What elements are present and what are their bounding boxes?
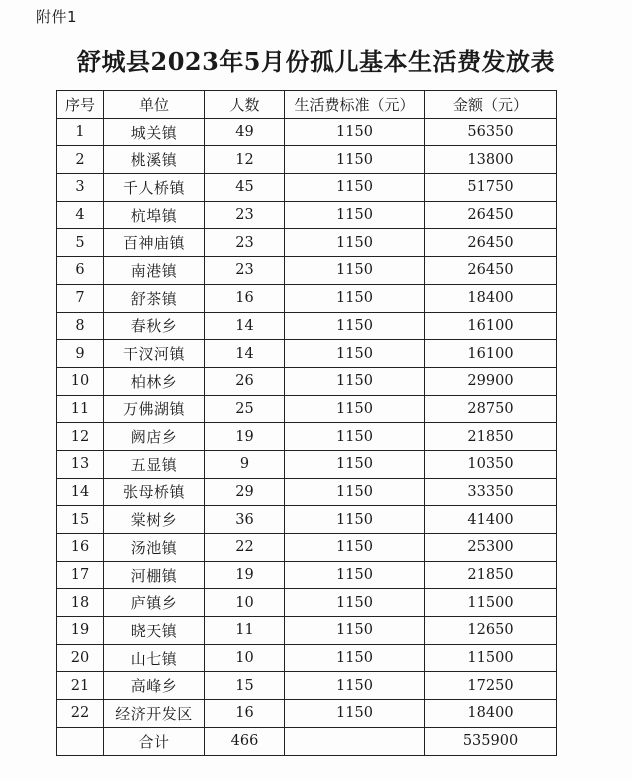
table-row: [57, 312, 557, 340]
cell-unit: 柏林乡: [104, 367, 205, 395]
cell-seq: 17: [57, 561, 104, 589]
table-row: [57, 478, 557, 506]
table-row: [57, 284, 557, 312]
cell-count: 23: [205, 229, 285, 257]
table-total-row: [57, 727, 557, 755]
cell-unit: 阙店乡: [104, 423, 205, 451]
table-row: [57, 506, 557, 534]
cell-count: 49: [205, 118, 285, 146]
cell-standard: 1150: [285, 478, 425, 506]
cell-unit: 南港镇: [104, 257, 205, 285]
cell-seq: 9: [57, 340, 104, 368]
cell-standard: 1150: [285, 561, 425, 589]
cell-amount: 18400: [425, 284, 557, 312]
cell-seq: 2: [57, 146, 104, 174]
cell-count: 19: [205, 423, 285, 451]
cell-amount: 56350: [425, 118, 557, 146]
table-row: [57, 700, 557, 728]
cell-count: 16: [205, 284, 285, 312]
cell-count: 25: [205, 395, 285, 423]
table-row: [57, 201, 557, 229]
cell-amount: 41400: [425, 506, 557, 534]
cell-unit: 汤池镇: [104, 534, 205, 562]
cell-unit: 经济开发区: [104, 700, 205, 728]
table-header-row: [57, 91, 557, 119]
cell-count: 15: [205, 672, 285, 700]
cell-seq: 22: [57, 700, 104, 728]
table-row: [57, 174, 557, 202]
table-row: [57, 589, 557, 617]
cell-seq: 12: [57, 423, 104, 451]
table-row: [57, 395, 557, 423]
cell-unit: 桃溪镇: [104, 146, 205, 174]
cell-standard: 1150: [285, 284, 425, 312]
cell-standard: 1150: [285, 506, 425, 534]
cell-standard: 1150: [285, 201, 425, 229]
cell-unit: 庐镇乡: [104, 589, 205, 617]
cell-seq: 5: [57, 229, 104, 257]
cell-seq: 10: [57, 367, 104, 395]
table-row: [57, 229, 557, 257]
table-row: [57, 450, 557, 478]
cell-count: 23: [205, 201, 285, 229]
cell-standard: 1150: [285, 423, 425, 451]
cell-seq: 21: [57, 672, 104, 700]
cell-standard: 1150: [285, 644, 425, 672]
cell-seq: 14: [57, 478, 104, 506]
cell-seq: 6: [57, 257, 104, 285]
cell-standard: 1150: [285, 257, 425, 285]
cell-count: 14: [205, 340, 285, 368]
cell-count: 16: [205, 700, 285, 728]
cell-seq: 11: [57, 395, 104, 423]
cell-amount: 26450: [425, 229, 557, 257]
cell-count: 10: [205, 589, 285, 617]
cell-seq: 8: [57, 312, 104, 340]
cell-unit: 万佛湖镇: [104, 395, 205, 423]
cell-count: 10: [205, 644, 285, 672]
cell-unit: 干汊河镇: [104, 340, 205, 368]
cell-unit: 高峰乡: [104, 672, 205, 700]
cell-count: 19: [205, 561, 285, 589]
table-row: [57, 118, 557, 146]
table-body: [57, 118, 557, 755]
cell-amount: 18400: [425, 700, 557, 728]
cell-amount: 21850: [425, 423, 557, 451]
cell-seq: 7: [57, 284, 104, 312]
table-row: [57, 561, 557, 589]
cell-unit: 春秋乡: [104, 312, 205, 340]
total-seq: [57, 727, 104, 755]
cell-unit: 百神庙镇: [104, 229, 205, 257]
cell-standard: 1150: [285, 450, 425, 478]
cell-amount: 17250: [425, 672, 557, 700]
document-title: 舒城县2023年5月份孤儿基本生活费发放表: [77, 47, 555, 76]
cell-seq: 16: [57, 534, 104, 562]
cell-amount: 12650: [425, 617, 557, 645]
cell-amount: 51750: [425, 174, 557, 202]
cell-amount: 25300: [425, 534, 557, 562]
header-amount: 金额（元）: [425, 91, 557, 119]
header-seq: 序号: [57, 91, 104, 119]
header-unit: 单位: [104, 91, 205, 119]
cell-count: 45: [205, 174, 285, 202]
cell-seq: 15: [57, 506, 104, 534]
cell-count: 26: [205, 367, 285, 395]
cell-amount: 10350: [425, 450, 557, 478]
cell-amount: 13800: [425, 146, 557, 174]
cell-standard: 1150: [285, 700, 425, 728]
cell-seq: 13: [57, 450, 104, 478]
cell-seq: 18: [57, 589, 104, 617]
allowance-table: [56, 90, 557, 756]
cell-standard: 1150: [285, 534, 425, 562]
cell-amount: 11500: [425, 644, 557, 672]
cell-seq: 3: [57, 174, 104, 202]
cell-amount: 26450: [425, 257, 557, 285]
cell-seq: 20: [57, 644, 104, 672]
cell-unit: 河棚镇: [104, 561, 205, 589]
total-count: 466: [205, 727, 285, 755]
cell-amount: 11500: [425, 589, 557, 617]
cell-amount: 33350: [425, 478, 557, 506]
cell-amount: 28750: [425, 395, 557, 423]
cell-unit: 杭埠镇: [104, 201, 205, 229]
cell-count: 23: [205, 257, 285, 285]
table-row: [57, 534, 557, 562]
cell-unit: 五显镇: [104, 450, 205, 478]
header-count: 人数: [205, 91, 285, 119]
cell-unit: 城关镇: [104, 118, 205, 146]
cell-amount: 21850: [425, 561, 557, 589]
cell-standard: 1150: [285, 146, 425, 174]
cell-standard: 1150: [285, 340, 425, 368]
cell-amount: 16100: [425, 312, 557, 340]
cell-unit: 山七镇: [104, 644, 205, 672]
cell-count: 29: [205, 478, 285, 506]
cell-count: 12: [205, 146, 285, 174]
total-standard: [285, 727, 425, 755]
cell-amount: 16100: [425, 340, 557, 368]
cell-standard: 1150: [285, 312, 425, 340]
cell-seq: 4: [57, 201, 104, 229]
cell-unit: 棠树乡: [104, 506, 205, 534]
table-row: [57, 340, 557, 368]
table-row: [57, 367, 557, 395]
total-amount: 535900: [425, 727, 557, 755]
table-row: [57, 617, 557, 645]
table-row: [57, 146, 557, 174]
table-row: [57, 257, 557, 285]
cell-unit: 张母桥镇: [104, 478, 205, 506]
cell-amount: 26450: [425, 201, 557, 229]
table-row: [57, 644, 557, 672]
attachment-label: 附件1: [36, 8, 78, 26]
cell-unit: 舒茶镇: [104, 284, 205, 312]
cell-count: 9: [205, 450, 285, 478]
cell-count: 14: [205, 312, 285, 340]
cell-count: 36: [205, 506, 285, 534]
cell-seq: 19: [57, 617, 104, 645]
cell-standard: 1150: [285, 118, 425, 146]
cell-standard: 1150: [285, 589, 425, 617]
total-label: 合计: [104, 727, 205, 755]
cell-standard: 1150: [285, 174, 425, 202]
cell-unit: 千人桥镇: [104, 174, 205, 202]
cell-seq: 1: [57, 118, 104, 146]
cell-amount: 29900: [425, 367, 557, 395]
cell-count: 22: [205, 534, 285, 562]
table-row: [57, 672, 557, 700]
cell-standard: 1150: [285, 229, 425, 257]
cell-standard: 1150: [285, 367, 425, 395]
table-row: [57, 423, 557, 451]
header-standard: 生活费标准（元）: [285, 91, 425, 119]
cell-count: 11: [205, 617, 285, 645]
cell-standard: 1150: [285, 617, 425, 645]
cell-unit: 晓天镇: [104, 617, 205, 645]
cell-standard: 1150: [285, 395, 425, 423]
cell-standard: 1150: [285, 672, 425, 700]
